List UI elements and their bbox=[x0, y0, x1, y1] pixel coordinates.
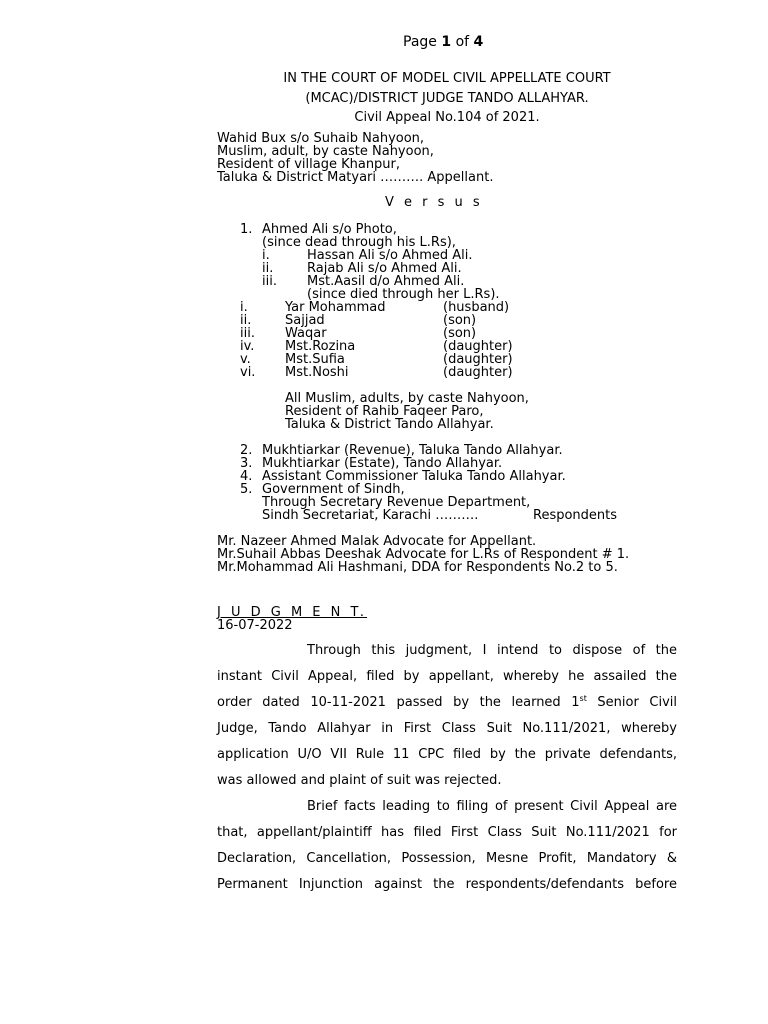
lr-name: Hassan Ali s/o Ahmed Ali. bbox=[307, 248, 473, 263]
paragraph-text: Senior Civil bbox=[586, 695, 677, 710]
sub-lr-name: Waqar bbox=[285, 326, 327, 341]
respondent-name: Ahmed Ali s/o Photo, bbox=[262, 222, 397, 237]
judgment-paragraph-2 bbox=[217, 794, 677, 898]
appellant-line: Taluka & District Matyari ………. Appellant. bbox=[217, 170, 494, 185]
lr-number: i. bbox=[262, 248, 270, 263]
versus-heading: V e r s u s bbox=[385, 195, 483, 210]
sub-lr-name: Yar Mohammad bbox=[285, 300, 386, 315]
page-number bbox=[403, 36, 483, 49]
sub-lr-number: i. bbox=[240, 300, 248, 315]
respondent-name: Government of Sindh, bbox=[262, 482, 405, 497]
paragraph-line: that, appellant/plaintiff has filed First Class Suit No.111/2021 for bbox=[217, 825, 677, 840]
court-title-line2: (MCAC)/DISTRICT JUDGE TANDO ALLAHYAR. bbox=[305, 91, 589, 106]
sub-lr-name: Mst.Sufia bbox=[285, 352, 345, 367]
lr-note: (since died through her L.Rs). bbox=[307, 287, 500, 302]
respondent-number: 5. bbox=[240, 482, 253, 497]
respondent-address-line: Sindh Secretariat, Karachi ………. bbox=[262, 508, 479, 523]
paragraph-line bbox=[217, 638, 677, 664]
paragraph-line: was allowed and plaint of suit was rejected. bbox=[217, 773, 502, 788]
sub-lr-number: vi. bbox=[240, 365, 256, 380]
sub-lr-name: Mst.Rozina bbox=[285, 339, 356, 354]
page-word: Page bbox=[403, 34, 437, 50]
respondent-number: 2. bbox=[240, 443, 253, 458]
lr-number: iii. bbox=[262, 274, 277, 289]
lr-name: Mst.Aasil d/o Ahmed Ali. bbox=[307, 274, 465, 289]
appellant-line: Wahid Bux s/o Suhaib Nahyoon, bbox=[217, 131, 425, 146]
ordinal-suffix: st bbox=[579, 694, 587, 703]
paragraph-text: Brief facts leading to filing of present Civil Appeal are bbox=[307, 799, 677, 814]
paragraph-line: application U/O VII Rule 11 CPC filed by the private defendants, bbox=[217, 747, 677, 762]
sub-lr-number: iv. bbox=[240, 339, 255, 354]
sub-lr-relation: (husband) bbox=[443, 300, 510, 315]
address-line: Taluka & District Tando Allahyar. bbox=[285, 417, 494, 432]
appeal-number: Civil Appeal No.104 of 2021. bbox=[354, 110, 540, 125]
paragraph-line: Declaration, Cancellation, Possession, Mesne Profit, Mandatory & bbox=[217, 851, 677, 866]
appellant-line: Muslim, adult, by caste Nahyoon, bbox=[217, 144, 434, 159]
sub-lr-relation: (daughter) bbox=[443, 365, 513, 380]
judgment-heading: J U D G M E N T. bbox=[217, 605, 368, 620]
page-current: 1 bbox=[441, 34, 452, 50]
paragraph-text: order dated 10-11-2021 passed by the learned 1 bbox=[217, 695, 580, 710]
sub-lr-number: iii. bbox=[240, 326, 255, 341]
counsel-line: Mr.Suhail Abbas Deeshak Advocate for L.Rs of Respondent # 1. bbox=[217, 547, 630, 562]
respondent-name: Mukhtiarkar (Estate), Tando Allahyar. bbox=[262, 456, 503, 471]
address-line: Resident of Rahib Faqeer Paro, bbox=[285, 404, 484, 419]
counsel-line: Mr. Nazeer Ahmed Malak Advocate for Appellant. bbox=[217, 534, 537, 549]
judgment-paragraph-1 bbox=[217, 638, 677, 794]
paragraph-line bbox=[217, 794, 677, 820]
paragraph-line: instant Civil Appeal, filed by appellant, whereby he assailed the bbox=[217, 669, 677, 684]
respondent-note: (since dead through his L.Rs), bbox=[262, 235, 456, 250]
sub-lr-relation: (daughter) bbox=[443, 339, 513, 354]
respondent-number: 4. bbox=[240, 469, 253, 484]
sub-lr-name: Sajjad bbox=[285, 313, 325, 328]
sub-lr-relation: (daughter) bbox=[443, 352, 513, 367]
lr-name: Rajab Ali s/o Ahmed Ali. bbox=[307, 261, 462, 276]
respondent-address-line: Through Secretary Revenue Department, bbox=[262, 495, 531, 510]
paragraph-text: Through this judgment, I intend to dispose of the bbox=[307, 643, 677, 658]
page-of: of bbox=[455, 34, 470, 50]
respondents-label: Respondents bbox=[533, 508, 618, 523]
sub-lr-relation: (son) bbox=[443, 326, 477, 341]
lr-number: ii. bbox=[262, 261, 274, 276]
respondent-name: Assistant Commissioner Taluka Tando Allahyar. bbox=[262, 469, 566, 484]
appellant-line: Resident of village Khanpur, bbox=[217, 157, 401, 172]
sub-lr-number: ii. bbox=[240, 313, 252, 328]
sub-lr-name: Mst.Noshi bbox=[285, 365, 349, 380]
respondent-name: Mukhtiarkar (Revenue), Taluka Tando Allahyar. bbox=[262, 443, 563, 458]
respondent-number: 1. bbox=[240, 222, 253, 237]
sub-lr-relation: (son) bbox=[443, 313, 477, 328]
address-line: All Muslim, adults, by caste Nahyoon, bbox=[285, 391, 529, 406]
paragraph-line bbox=[217, 690, 677, 716]
sub-lr-number: v. bbox=[240, 352, 251, 367]
paragraph-line: Judge, Tando Allahyar in First Class Suit No.111/2021, whereby bbox=[217, 721, 677, 736]
court-title-line1: IN THE COURT OF MODEL CIVIL APPELLATE COURT bbox=[283, 71, 611, 86]
counsel-line: Mr.Mohammad Ali Hashmani, DDA for Respondents No.2 to 5. bbox=[217, 560, 618, 575]
paragraph-line: Permanent Injunction against the respondents/defendants before bbox=[217, 877, 677, 892]
page-total: 4 bbox=[473, 34, 484, 50]
judgment-date: 16-07-2022 bbox=[217, 618, 293, 633]
respondent-number: 3. bbox=[240, 456, 253, 471]
